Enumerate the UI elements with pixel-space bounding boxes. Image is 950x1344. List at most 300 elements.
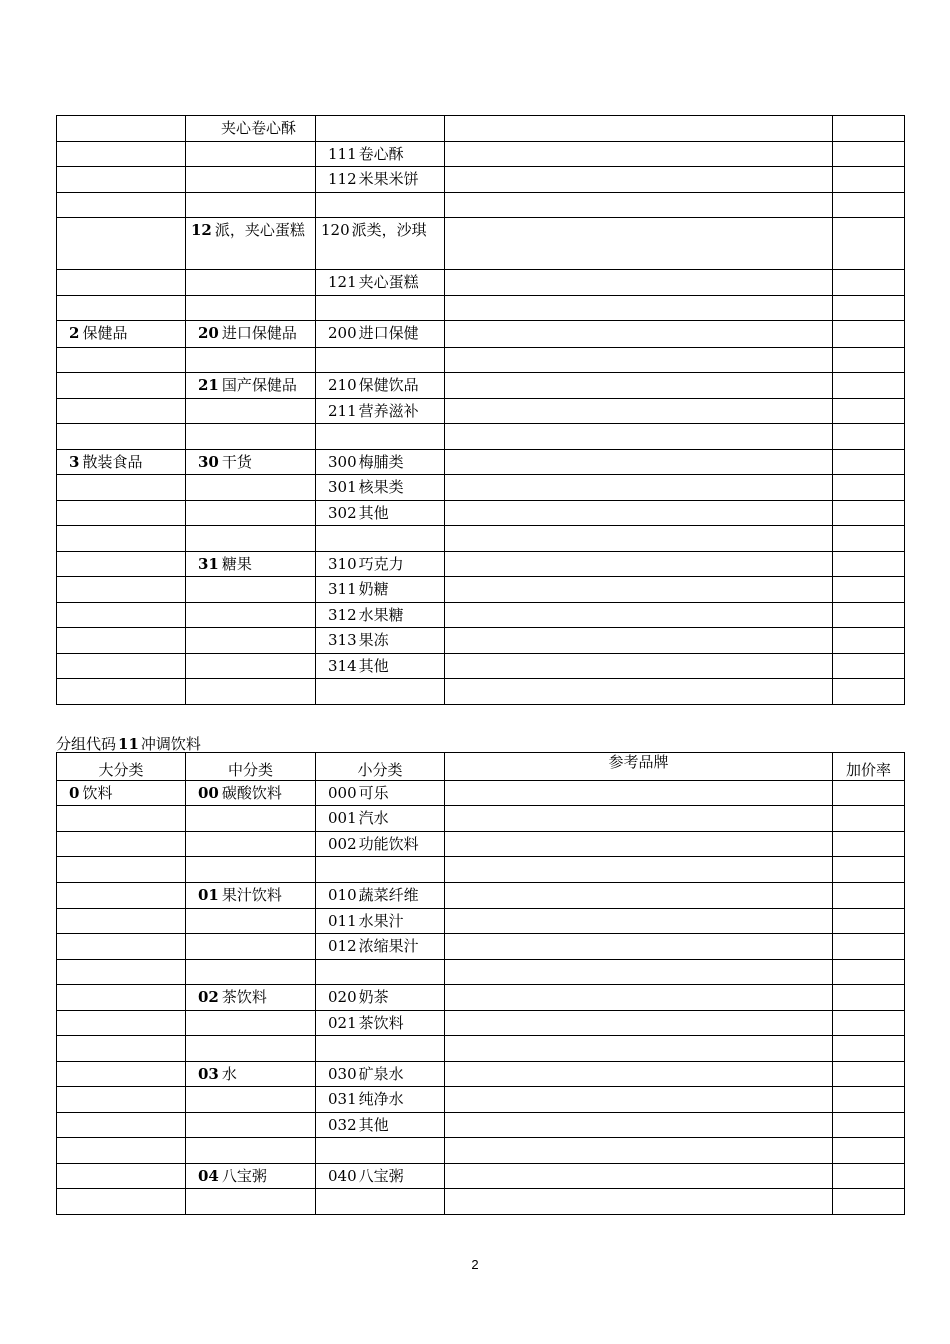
mid-category-label: 茶饮料 <box>221 988 267 1006</box>
markup-rate-cell <box>833 270 905 296</box>
sub-category-label: 派类，沙琪 <box>351 221 427 239</box>
reference-brand-cell <box>445 806 833 832</box>
markup-rate-cell <box>833 960 905 985</box>
markup-rate-cell <box>833 373 905 399</box>
mid-category-code: 02 <box>198 988 219 1006</box>
major-category-cell <box>57 679 186 705</box>
major-category-cell <box>57 1087 186 1113</box>
mid-category-label: 干货 <box>221 453 252 471</box>
sub-category-label: 功能饮料 <box>358 835 419 853</box>
mid-category-code: 03 <box>198 1065 219 1083</box>
sub-category-label: 奶糖 <box>358 580 389 598</box>
sub-category-code: 112 <box>328 170 357 188</box>
sub-category-label: 其他 <box>358 504 389 522</box>
sub-category-label: 水果汁 <box>358 912 404 930</box>
mid-category-code: 04 <box>198 1167 219 1185</box>
group-code-prefix: 分组代码 <box>56 735 117 753</box>
mid-category-cell <box>186 218 316 270</box>
sub-category-label: 其他 <box>358 657 389 675</box>
mid-category-code: 21 <box>198 376 219 394</box>
header-reference-brand: 参考品牌 <box>445 753 833 781</box>
major-category-cell <box>57 321 186 348</box>
mid-category-cell <box>186 270 316 296</box>
reference-brand-cell <box>445 577 833 603</box>
table-row <box>57 193 905 218</box>
sub-category-label: 蔬菜纤维 <box>358 886 419 904</box>
table-row <box>57 450 905 475</box>
reference-brand-cell <box>445 450 833 475</box>
mid-category-cell <box>186 1062 316 1087</box>
mid-category-label: 八宝粥 <box>221 1167 267 1185</box>
sub-category-cell <box>316 654 445 679</box>
reference-brand-cell <box>445 193 833 218</box>
major-category-code: 3 <box>69 453 80 471</box>
sub-category-cell <box>316 296 445 321</box>
table-row <box>57 116 905 142</box>
table-row <box>57 1113 905 1138</box>
table-row <box>57 475 905 501</box>
group-code-name: 冲调饮料 <box>140 735 201 753</box>
sub-category-cell <box>316 832 445 857</box>
mid-category-code: 31 <box>198 555 219 573</box>
table-row <box>57 1087 905 1113</box>
reference-brand-cell <box>445 960 833 985</box>
sub-category-label: 营养滋补 <box>358 402 419 420</box>
mid-category-cell <box>186 373 316 399</box>
markup-rate-cell <box>833 1087 905 1113</box>
table-row <box>57 781 905 806</box>
reference-brand-cell <box>445 1087 833 1113</box>
reference-brand-cell <box>445 628 833 654</box>
markup-rate-cell <box>833 1113 905 1138</box>
major-category-cell <box>57 883 186 909</box>
major-category-cell <box>57 373 186 399</box>
sub-category-label: 纯净水 <box>358 1090 404 1108</box>
major-category-cell <box>57 270 186 296</box>
mid-category-code: 00 <box>198 784 219 802</box>
sub-category-code: 302 <box>328 504 357 522</box>
markup-rate-cell <box>833 679 905 705</box>
markup-rate-cell <box>833 628 905 654</box>
header-markup-rate: 加价率 <box>833 753 905 781</box>
table-row <box>57 142 905 167</box>
mid-category-cell <box>186 475 316 501</box>
reference-brand-cell <box>445 1036 833 1062</box>
table-row <box>57 1138 905 1164</box>
sub-category-cell <box>316 1087 445 1113</box>
table-row <box>57 348 905 373</box>
mid-category-cell <box>186 142 316 167</box>
reference-brand-cell <box>445 399 833 424</box>
mid-category-cell <box>186 883 316 909</box>
major-category-cell <box>57 832 186 857</box>
reference-brand-cell <box>445 116 833 142</box>
sub-category-cell <box>316 806 445 832</box>
mid-category-cell <box>186 399 316 424</box>
markup-rate-cell <box>833 501 905 526</box>
major-category-cell <box>57 806 186 832</box>
reference-brand-cell <box>445 1164 833 1189</box>
markup-rate-cell <box>833 1138 905 1164</box>
major-category-cell <box>57 1189 186 1215</box>
mid-category-cell <box>186 577 316 603</box>
major-category-label: 饮料 <box>82 784 113 802</box>
markup-rate-cell <box>833 1011 905 1036</box>
beverage-category-table <box>56 752 905 1215</box>
mid-category-cell <box>186 960 316 985</box>
table-row <box>57 832 905 857</box>
table-row <box>57 577 905 603</box>
sub-category-cell <box>316 985 445 1011</box>
table-row <box>57 373 905 399</box>
table-row <box>57 501 905 526</box>
markup-rate-cell <box>833 1062 905 1087</box>
mid-category-cell <box>186 1087 316 1113</box>
category-table-continued <box>56 115 905 705</box>
mid-category-cell <box>186 348 316 373</box>
mid-category-cell <box>186 985 316 1011</box>
sub-category-label: 奶茶 <box>358 988 389 1006</box>
sub-category-cell <box>316 475 445 501</box>
header-major-category: 大分类 <box>57 753 186 781</box>
mid-category-cell <box>186 552 316 577</box>
sub-category-cell <box>316 628 445 654</box>
sub-category-cell <box>316 960 445 985</box>
mid-category-label: 派，夹心蛋糕 <box>214 221 305 239</box>
mid-category-cell <box>186 526 316 552</box>
markup-rate-cell <box>833 193 905 218</box>
mid-category-cell <box>186 909 316 934</box>
table-row <box>57 628 905 654</box>
sub-category-code: 020 <box>328 988 357 1006</box>
markup-rate-cell <box>833 781 905 806</box>
table-row <box>57 552 905 577</box>
table-row <box>57 424 905 450</box>
mid-category-cell <box>186 1011 316 1036</box>
major-category-cell <box>57 1164 186 1189</box>
reference-brand-cell <box>445 296 833 321</box>
mid-category-cell <box>186 167 316 193</box>
major-category-code: 0 <box>69 784 80 802</box>
major-category-code: 2 <box>69 324 80 342</box>
reference-brand-cell <box>445 270 833 296</box>
markup-rate-cell <box>833 450 905 475</box>
mid-category-label: 碳酸饮料 <box>221 784 282 802</box>
table-row <box>57 167 905 193</box>
markup-rate-cell <box>833 883 905 909</box>
major-category-cell <box>57 424 186 450</box>
mid-category-label: 果汁饮料 <box>221 886 282 904</box>
markup-rate-cell <box>833 909 905 934</box>
sub-category-cell <box>316 142 445 167</box>
sub-category-cell <box>316 399 445 424</box>
sub-category-cell <box>316 577 445 603</box>
major-category-cell <box>57 399 186 424</box>
markup-rate-cell <box>833 806 905 832</box>
sub-category-cell <box>316 526 445 552</box>
markup-rate-cell <box>833 475 905 501</box>
sub-category-label: 浓缩果汁 <box>358 937 419 955</box>
sub-category-cell <box>316 424 445 450</box>
mid-category-cell <box>186 1164 316 1189</box>
sub-category-code: 001 <box>328 809 357 827</box>
major-category-cell <box>57 577 186 603</box>
mid-category-code: 30 <box>198 453 219 471</box>
major-category-cell <box>57 603 186 628</box>
mid-category-cell <box>186 321 316 348</box>
major-category-cell <box>57 296 186 321</box>
sub-category-label: 汽水 <box>358 809 389 827</box>
markup-rate-cell <box>833 296 905 321</box>
table-row <box>57 909 905 934</box>
major-category-cell <box>57 1062 186 1087</box>
markup-rate-cell <box>833 857 905 883</box>
sub-category-cell <box>316 1113 445 1138</box>
sub-category-cell <box>316 501 445 526</box>
markup-rate-cell <box>833 348 905 373</box>
table-row <box>57 1164 905 1189</box>
reference-brand-cell <box>445 832 833 857</box>
major-category-label: 保健品 <box>82 324 128 342</box>
sub-category-code: 120 <box>321 221 350 239</box>
markup-rate-cell <box>833 1189 905 1215</box>
reference-brand-cell <box>445 1113 833 1138</box>
table-row <box>57 883 905 909</box>
mid-category-cell <box>186 628 316 654</box>
mid-category-label: 国产保健品 <box>221 376 297 394</box>
group-code-title <box>56 733 201 754</box>
reference-brand-cell <box>445 348 833 373</box>
table-row <box>57 1011 905 1036</box>
reference-brand-cell <box>445 883 833 909</box>
reference-brand-cell <box>445 218 833 270</box>
mid-category-label: 水 <box>221 1065 237 1083</box>
mid-category-label: 进口保健品 <box>221 324 297 342</box>
reference-brand-cell <box>445 475 833 501</box>
sub-category-code: 011 <box>328 912 357 930</box>
major-category-cell <box>57 985 186 1011</box>
table-header-row <box>57 753 905 781</box>
mid-category-cell <box>186 1113 316 1138</box>
major-category-cell <box>57 934 186 960</box>
sub-category-cell <box>316 1164 445 1189</box>
sub-category-label: 米果米饼 <box>358 170 419 188</box>
table-row <box>57 526 905 552</box>
markup-rate-cell <box>833 142 905 167</box>
mid-category-code: 20 <box>198 324 219 342</box>
beverage-table-body <box>57 781 905 1215</box>
sub-category-cell <box>316 909 445 934</box>
sub-category-code: 311 <box>328 580 357 598</box>
sub-category-label: 卷心酥 <box>358 145 404 163</box>
sub-category-code: 200 <box>328 324 357 342</box>
sub-category-code: 312 <box>328 606 357 624</box>
reference-brand-cell <box>445 1138 833 1164</box>
mid-category-cell <box>186 806 316 832</box>
mid-category-cell <box>186 679 316 705</box>
reference-brand-cell <box>445 654 833 679</box>
markup-rate-cell <box>833 1164 905 1189</box>
reference-brand-cell <box>445 679 833 705</box>
major-category-cell <box>57 1138 186 1164</box>
markup-rate-cell <box>833 526 905 552</box>
major-category-cell <box>57 116 186 142</box>
reference-brand-cell <box>445 373 833 399</box>
major-category-cell <box>57 450 186 475</box>
reference-brand-cell <box>445 167 833 193</box>
major-category-cell <box>57 857 186 883</box>
major-category-cell <box>57 628 186 654</box>
sub-category-label: 矿泉水 <box>358 1065 404 1083</box>
table-row <box>57 985 905 1011</box>
category-table-body <box>57 116 905 705</box>
sub-category-cell <box>316 218 445 270</box>
markup-rate-cell <box>833 985 905 1011</box>
sub-category-cell <box>316 193 445 218</box>
markup-rate-cell <box>833 116 905 142</box>
sub-category-cell <box>316 679 445 705</box>
header-mid-category: 中分类 <box>186 753 316 781</box>
sub-category-code: 032 <box>328 1116 357 1134</box>
sub-category-code: 300 <box>328 453 357 471</box>
sub-category-cell <box>316 373 445 399</box>
sub-category-label: 巧克力 <box>358 555 404 573</box>
sub-category-label: 夹心蛋糕 <box>358 273 419 291</box>
table-row <box>57 399 905 424</box>
markup-rate-cell <box>833 218 905 270</box>
mid-category-cell <box>186 116 316 142</box>
markup-rate-cell <box>833 424 905 450</box>
page-number: 2 <box>471 1257 479 1272</box>
sub-category-cell <box>316 1189 445 1215</box>
reference-brand-cell <box>445 142 833 167</box>
table-row <box>57 1062 905 1087</box>
sub-category-label: 水果糖 <box>358 606 404 624</box>
sub-category-code: 012 <box>328 937 357 955</box>
markup-rate-cell <box>833 832 905 857</box>
sub-category-label: 茶饮料 <box>358 1014 404 1032</box>
sub-category-label: 保健饮品 <box>358 376 419 394</box>
reference-brand-cell <box>445 1062 833 1087</box>
sub-category-label: 梅脯类 <box>358 453 404 471</box>
mid-category-cell <box>186 781 316 806</box>
reference-brand-cell <box>445 857 833 883</box>
reference-brand-cell <box>445 781 833 806</box>
reference-brand-cell <box>445 321 833 348</box>
sub-category-code: 021 <box>328 1014 357 1032</box>
sub-category-cell <box>316 450 445 475</box>
table-row <box>57 296 905 321</box>
mid-category-code: 01 <box>198 886 219 904</box>
sub-category-code: 121 <box>328 273 357 291</box>
sub-category-cell <box>316 934 445 960</box>
major-category-cell <box>57 348 186 373</box>
mid-category-cell <box>186 424 316 450</box>
sub-category-code: 301 <box>328 478 357 496</box>
sub-category-cell <box>316 857 445 883</box>
sub-category-cell <box>316 552 445 577</box>
mid-category-label: 糖果 <box>221 555 252 573</box>
sub-category-cell <box>316 167 445 193</box>
sub-category-code: 010 <box>328 886 357 904</box>
table-row <box>57 321 905 348</box>
mid-category-cell <box>186 857 316 883</box>
markup-rate-cell <box>833 934 905 960</box>
reference-brand-cell <box>445 424 833 450</box>
sub-category-code: 111 <box>328 145 357 163</box>
mid-category-cell <box>186 934 316 960</box>
markup-rate-cell <box>833 321 905 348</box>
reference-brand-cell <box>445 526 833 552</box>
sub-category-cell <box>316 603 445 628</box>
table-row <box>57 654 905 679</box>
sub-category-code: 002 <box>328 835 357 853</box>
sub-category-label: 进口保健 <box>358 324 419 342</box>
major-category-cell <box>57 781 186 806</box>
sub-category-cell <box>316 1036 445 1062</box>
markup-rate-cell <box>833 603 905 628</box>
markup-rate-cell <box>833 577 905 603</box>
sub-category-code: 040 <box>328 1167 357 1185</box>
sub-category-label: 核果类 <box>358 478 404 496</box>
reference-brand-cell <box>445 1189 833 1215</box>
sub-category-cell <box>316 321 445 348</box>
table-row <box>57 603 905 628</box>
mid-category-code: 12 <box>191 221 212 239</box>
sub-category-label: 其他 <box>358 1116 389 1134</box>
major-category-cell <box>57 1011 186 1036</box>
sub-category-code: 000 <box>328 784 357 802</box>
reference-brand-cell <box>445 985 833 1011</box>
sub-category-cell <box>316 348 445 373</box>
mid-category-cell <box>186 1189 316 1215</box>
major-category-cell <box>57 1113 186 1138</box>
sub-category-cell <box>316 270 445 296</box>
sub-category-cell <box>316 1062 445 1087</box>
major-category-cell <box>57 960 186 985</box>
table-row <box>57 1189 905 1215</box>
mid-category-cell <box>186 193 316 218</box>
sub-category-cell <box>316 116 445 142</box>
major-category-cell <box>57 167 186 193</box>
mid-category-cell <box>186 654 316 679</box>
table-row <box>57 218 905 270</box>
table-row <box>57 270 905 296</box>
sub-category-code: 210 <box>328 376 357 394</box>
markup-rate-cell <box>833 1036 905 1062</box>
table-row <box>57 679 905 705</box>
sub-category-code: 313 <box>328 631 357 649</box>
table-row <box>57 934 905 960</box>
mid-category-cell <box>186 296 316 321</box>
table-row <box>57 806 905 832</box>
reference-brand-cell <box>445 909 833 934</box>
major-category-cell <box>57 526 186 552</box>
markup-rate-cell <box>833 552 905 577</box>
sub-category-label: 可乐 <box>358 784 389 802</box>
mid-category-cell <box>186 1138 316 1164</box>
mid-category-cell <box>186 450 316 475</box>
markup-rate-cell <box>833 399 905 424</box>
sub-category-code: 314 <box>328 657 357 675</box>
major-category-cell <box>57 475 186 501</box>
major-category-cell <box>57 193 186 218</box>
mid-category-label: 夹心卷心酥 <box>221 119 297 137</box>
major-category-cell <box>57 218 186 270</box>
major-category-cell <box>57 654 186 679</box>
reference-brand-cell <box>445 1011 833 1036</box>
mid-category-cell <box>186 1036 316 1062</box>
